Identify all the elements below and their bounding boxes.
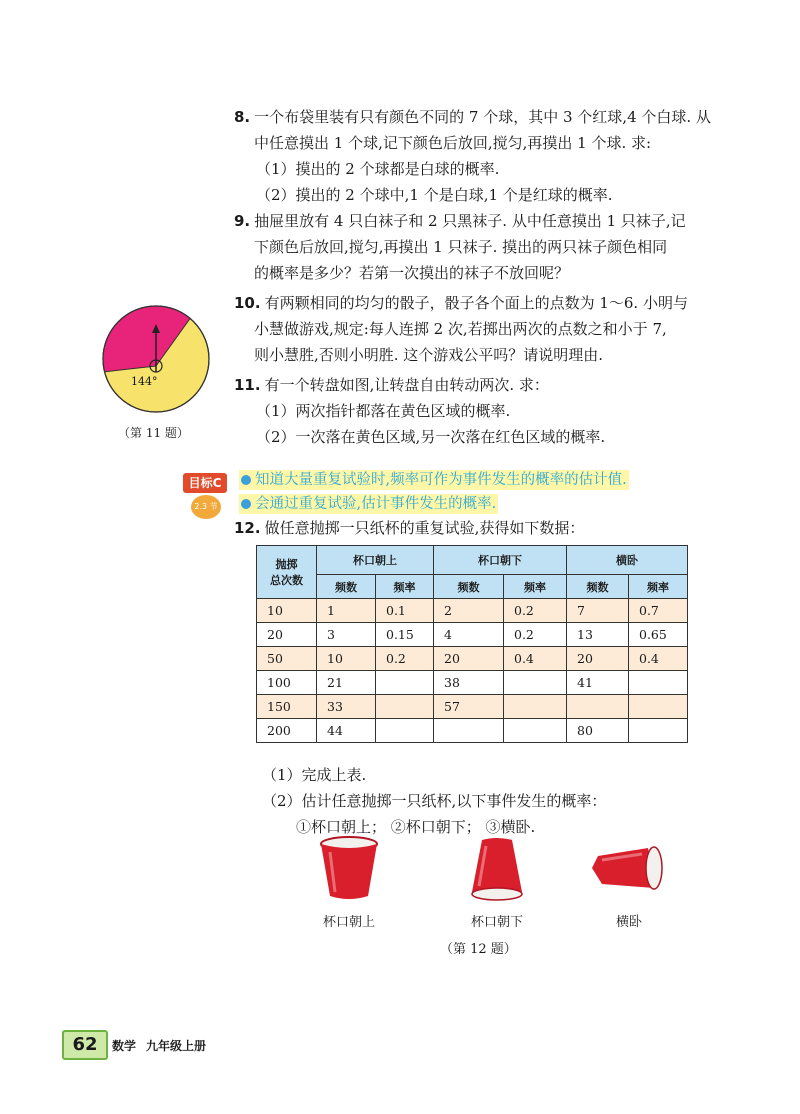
sub-question: （1）两次指针都落在黄色区域的概率. <box>256 402 511 420</box>
problem-text: 中任意摸出 1 个球,记下颜色后放回,搅匀,再摸出 1 个球. 求: <box>254 134 652 152</box>
figure-caption: （第 11 题） <box>118 426 189 440</box>
table-cell: 0.7 <box>629 599 688 623</box>
table-cell <box>629 695 688 719</box>
table-row-header: 10 <box>257 599 317 623</box>
table-cell: 0.4 <box>629 647 688 671</box>
sub-question: （1）完成上表. <box>262 766 367 784</box>
table-cell: 13 <box>567 623 629 647</box>
table-cell: 80 <box>567 719 629 743</box>
problem-number: 10. <box>234 294 261 312</box>
goal-text: 知道大量重复试验时,频率可作为事件发生的概率的估计值. <box>255 472 627 488</box>
problem-number: 12. <box>234 519 261 537</box>
answer-options: ①杯口朝上； ②杯口朝下； ③横卧. <box>296 818 536 836</box>
table-cell: 0.2 <box>376 647 434 671</box>
table-row-header: 20 <box>257 623 317 647</box>
table-cell: 0.65 <box>629 623 688 647</box>
table-row <box>257 719 688 743</box>
table-cell: 1 <box>317 599 376 623</box>
table-cell: 2 <box>434 599 504 623</box>
sub-question: （2）一次落在黄色区域,另一次落在红色区域的概率. <box>256 428 606 446</box>
table-cell <box>504 671 567 695</box>
table-row-header: 50 <box>257 647 317 671</box>
table-row <box>257 671 688 695</box>
figure-caption: （第 12 题） <box>440 942 517 957</box>
table-cell <box>567 695 629 719</box>
goal-item <box>239 470 629 490</box>
problem-12-questions <box>234 762 704 840</box>
header-line: 抛掷 <box>275 558 298 571</box>
table-cell <box>504 695 567 719</box>
problem-number: 11. <box>234 376 261 394</box>
table-cell <box>376 671 434 695</box>
cup-lying-icon <box>584 834 674 904</box>
cup-upright-icon <box>304 834 394 904</box>
cup-upside-down-icon <box>452 834 542 904</box>
table-cell: 0.4 <box>504 647 567 671</box>
table-subheader: 频数 <box>317 575 376 599</box>
section-badge: 2.3 节 <box>191 495 221 519</box>
problem-9 <box>234 208 704 286</box>
table-cell: 0.2 <box>504 623 567 647</box>
table-cell: 0.1 <box>376 599 434 623</box>
table-cell <box>434 719 504 743</box>
table-cell <box>376 719 434 743</box>
goal-label: 目标C <box>183 473 227 493</box>
problem-text: 则小慧胜,否则小明胜. 这个游戏公平吗？请说明理由. <box>254 346 604 364</box>
problem-text: 有一个转盘如图,让转盘自由转动两次. 求： <box>264 376 549 394</box>
problem-11 <box>234 372 704 450</box>
data-table <box>256 545 688 743</box>
cup-label: 横卧 <box>615 915 642 930</box>
cup-label: 杯口朝上 <box>322 915 375 930</box>
problem-number: 9. <box>234 212 251 230</box>
table-cell: 33 <box>317 695 376 719</box>
table-cell <box>629 671 688 695</box>
table-cell: 20 <box>567 647 629 671</box>
header-line: 总次数 <box>270 574 303 587</box>
table-cell: 21 <box>317 671 376 695</box>
table-subheader: 频率 <box>629 575 688 599</box>
problem-number: 8. <box>234 108 251 126</box>
table-cell: 7 <box>567 599 629 623</box>
table-subheader: 频率 <box>376 575 434 599</box>
table-cell: 41 <box>567 671 629 695</box>
book-grade: 九年级上册 <box>146 1039 207 1053</box>
table-row-header: 100 <box>257 671 317 695</box>
problem-8 <box>234 104 711 208</box>
goal-item <box>239 494 498 514</box>
sub-question: （1）摸出的 2 个球都是白球的概率. <box>256 160 500 178</box>
problem-text: 下颜色后放回,搅匀,再摸出 1 只袜子. 摸出的两只袜子颜色相同 <box>254 238 668 256</box>
problem-12 <box>234 515 704 541</box>
table-cell: 3 <box>317 623 376 647</box>
problem-text: 一个布袋里装有只有颜色不同的 7 个球，其中 3 个红球,4 个白球. 从 <box>254 108 711 126</box>
sub-question: （2）估计任意抛掷一只纸杯,以下事件发生的概率： <box>262 792 607 810</box>
table-row <box>257 647 688 671</box>
page-number: 62 <box>62 1030 108 1060</box>
table-row <box>257 599 688 623</box>
table-cell: 44 <box>317 719 376 743</box>
table-cell: 20 <box>434 647 504 671</box>
table-subheader: 频数 <box>434 575 504 599</box>
table-cell <box>376 695 434 719</box>
problem-text: 做任意抛掷一只纸杯的重复试验,获得如下数据： <box>264 519 585 537</box>
problem-text: 抽屉里放有 4 只白袜子和 2 只黑袜子. 从中任意摸出 1 只袜子,记 <box>254 212 686 230</box>
sub-question: （2）摸出的 2 个球中,1 个是白球,1 个是红球的概率. <box>256 186 613 204</box>
table-cell: 0.2 <box>504 599 567 623</box>
table-subheader: 频率 <box>504 575 567 599</box>
table-row-header: 150 <box>257 695 317 719</box>
table-cell: 10 <box>317 647 376 671</box>
table-row-header: 200 <box>257 719 317 743</box>
table-group-header: 横卧 <box>567 546 688 575</box>
book-title <box>112 1037 216 1054</box>
bullet-icon <box>241 499 251 509</box>
problem-text: 有两颗相同的均匀的骰子，骰子各个面上的点数为 1～6. 小明与 <box>264 294 688 312</box>
goal-badge <box>183 473 229 521</box>
table-cell <box>504 719 567 743</box>
table-row <box>257 695 688 719</box>
table-cell: 38 <box>434 671 504 695</box>
table-corner-header <box>257 546 317 599</box>
table-subheader: 频数 <box>567 575 629 599</box>
table-cell: 57 <box>434 695 504 719</box>
book-subject: 数学 <box>112 1039 137 1053</box>
table-group-header: 杯口朝上 <box>317 546 434 575</box>
table-cell: 4 <box>434 623 504 647</box>
spinner-angle-label: 144° <box>131 375 158 388</box>
goal-text: 会通过重复试验,估计事件发生的概率. <box>255 496 497 512</box>
problem-text: 小慧做游戏,规定:每人连掷 2 次,若掷出两次的点数之和小于 7, <box>254 320 667 338</box>
table-cell: 0.15 <box>376 623 434 647</box>
spinner-figure <box>101 304 211 414</box>
table-group-header: 杯口朝下 <box>434 546 567 575</box>
table-cell <box>629 719 688 743</box>
table-row <box>257 623 688 647</box>
problem-10 <box>234 290 704 368</box>
problem-text: 的概率是多少？若第一次摸出的袜子不放回呢？ <box>254 264 570 282</box>
bullet-icon <box>241 475 251 485</box>
cup-label: 杯口朝下 <box>470 915 523 930</box>
